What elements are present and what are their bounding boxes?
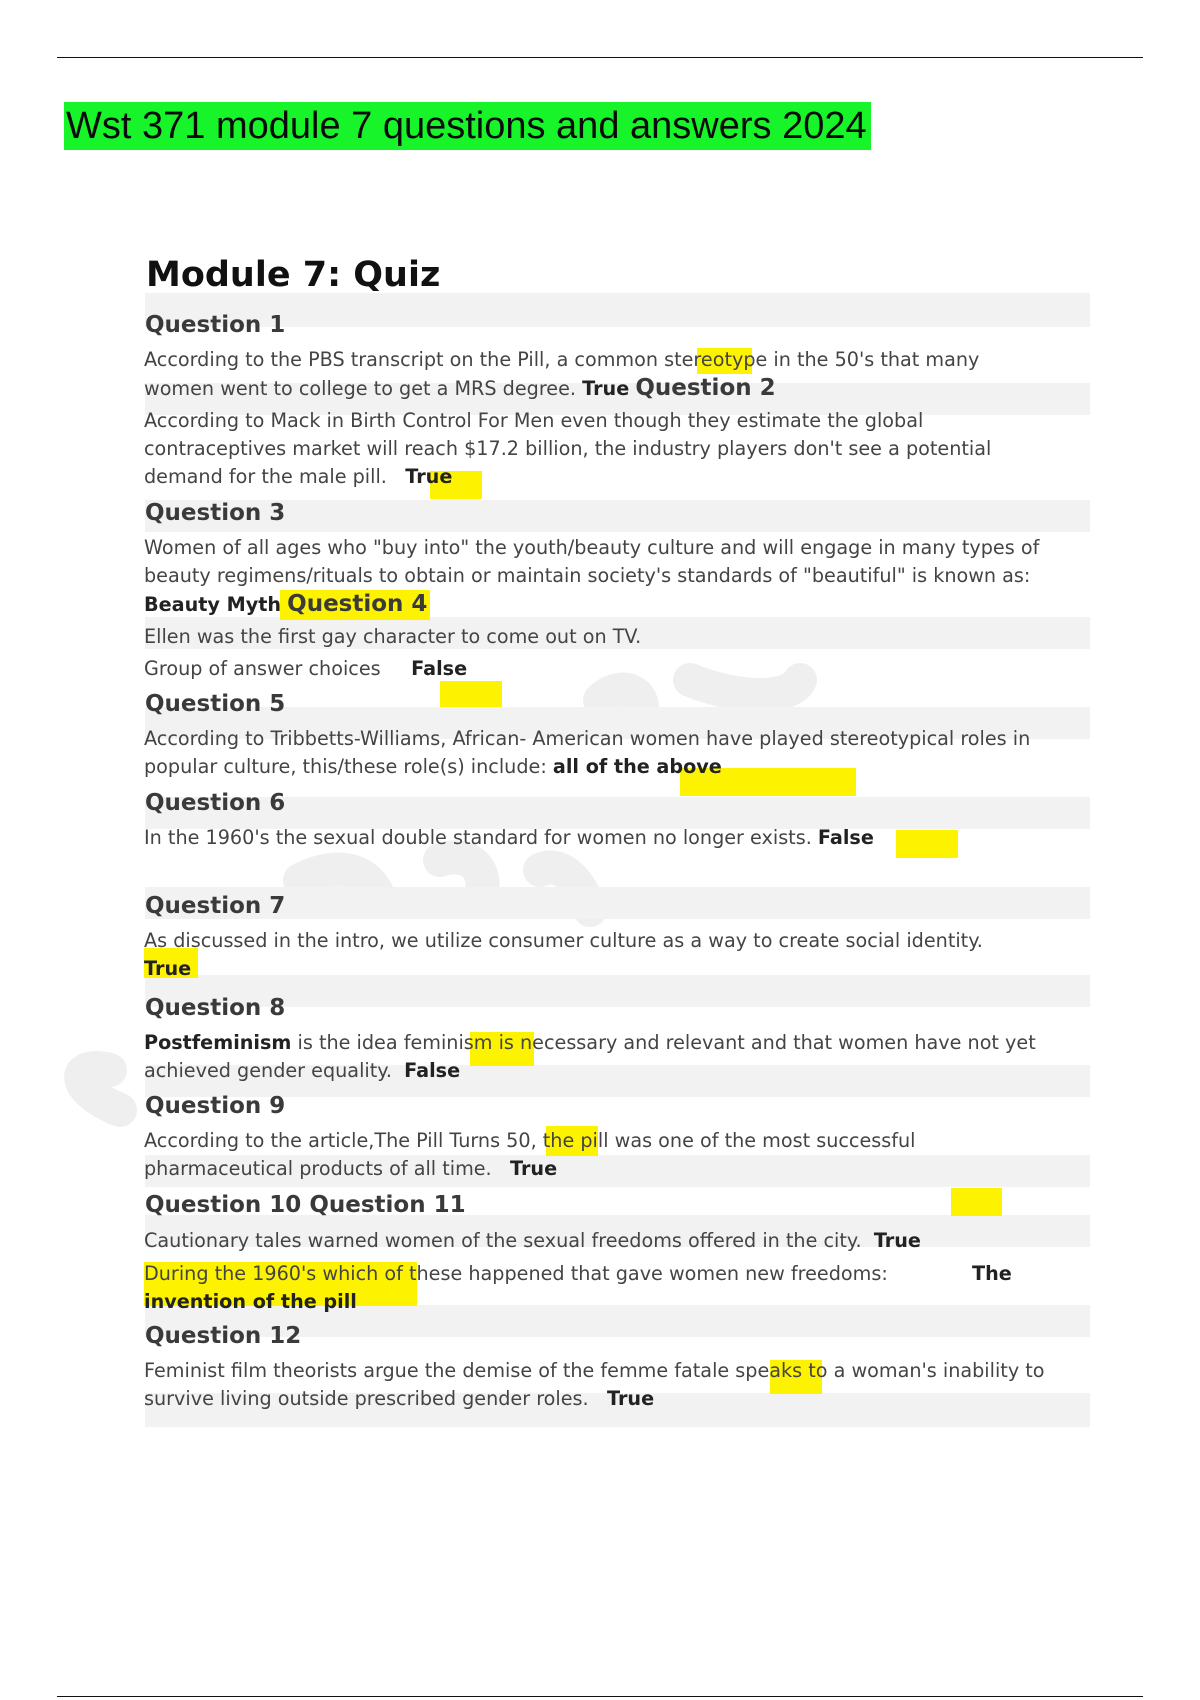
question-11-answer-part1: The xyxy=(972,1262,1012,1285)
question-8-line-text: achieved gender equality. xyxy=(144,1059,392,1082)
question-8-line-text: is the idea feminism is necessary and relevant and that women have not yet xyxy=(291,1031,1036,1054)
question-3-line: Women of all ages who "buy into" the youth/beauty culture and will engage in many types of xyxy=(144,536,1040,559)
question-2-label: Question 2 xyxy=(635,375,776,401)
highlight-mark xyxy=(440,681,502,707)
bottom-rule xyxy=(57,1696,1143,1697)
question-7-line xyxy=(144,955,1079,983)
question-9-line xyxy=(144,1155,1079,1183)
quiz-heading: Module 7: Quiz xyxy=(146,255,441,295)
document-title: Wst 371 module 7 questions and answers 2024 xyxy=(64,102,871,150)
question-2-line: contraceptives market will reach $17.2 billion, the industry players don't see a potential xyxy=(144,437,992,460)
question-8-label: Question 8 xyxy=(145,995,286,1021)
row-stripe xyxy=(145,887,1090,919)
question-7-text xyxy=(144,927,1079,983)
question-12-line xyxy=(144,1385,1079,1413)
question-3-answer: Beauty Myth xyxy=(144,593,282,616)
question-5-label: Question 5 xyxy=(145,691,286,717)
question-9-answer: True xyxy=(509,1157,558,1180)
question-6-line-text: In the 1960's the sexual double standard for women no longer exists. xyxy=(144,826,812,849)
question-8-line xyxy=(144,1057,1079,1085)
question-4-choices xyxy=(144,655,1079,683)
watermark-stroke-left xyxy=(81,1068,120,1110)
question-6-line xyxy=(144,824,1079,852)
question-10-label: Question 10 xyxy=(145,1192,302,1218)
row-stripe xyxy=(145,500,1090,532)
question-4-answer: False xyxy=(411,657,468,680)
question-4-line: Ellen was the first gay character to come out on TV. xyxy=(144,625,642,648)
question-2-line-text: demand for the male pill. xyxy=(144,465,387,488)
question-10-answer: True xyxy=(873,1229,921,1252)
question-12-line-text: survive living outside prescribed gender roles. xyxy=(144,1387,589,1410)
question-5-text xyxy=(144,725,1079,781)
question-1-label: Question 1 xyxy=(145,312,286,338)
question-11-line: During the 1960's which of these happened that gave women new freedoms: xyxy=(144,1262,888,1285)
question-1-line-text: women went to college to get a MRS degree. xyxy=(144,377,576,400)
question-11-answer-wrap xyxy=(972,1260,1012,1288)
question-1-line: According to the PBS transcript on the Pill, a common stereotype in the 50's that many xyxy=(144,348,980,371)
row-stripe xyxy=(145,293,1090,327)
question-12-line: Feminist film theorists argue the demise of the femme fatale speaks to a woman's inability to xyxy=(144,1359,1045,1382)
question-12-label: Question 12 xyxy=(145,1323,302,1349)
question-3-line xyxy=(144,590,1079,619)
question-10-line-text: Cautionary tales warned women of the sexual freedoms offered in the city. xyxy=(144,1229,862,1252)
question-9-text xyxy=(144,1127,1079,1183)
question-8-text xyxy=(144,1029,1079,1085)
question-7-answer: True xyxy=(144,957,192,980)
question-8-term: Postfeminism xyxy=(144,1031,292,1054)
question-9-label: Question 9 xyxy=(145,1093,286,1119)
question-10-11-labels xyxy=(145,1192,466,1218)
question-5-answer: all of the above xyxy=(552,755,722,778)
question-8-answer: False xyxy=(404,1059,461,1082)
question-2-line: According to Mack in Birth Control For Men even though they estimate the global xyxy=(144,409,924,432)
question-3-line: beauty regimens/rituals to obtain or maintain society's standards of "beautiful" is known as: xyxy=(144,564,1031,587)
question-7-label: Question 7 xyxy=(145,893,286,919)
question-8-line xyxy=(144,1029,1079,1057)
question-9-line-text: pharmaceutical products of all time. xyxy=(144,1157,492,1180)
question-1-answer: True xyxy=(582,377,630,400)
question-12-text xyxy=(144,1357,1079,1413)
question-4-choices-label: Group of answer choices xyxy=(144,657,381,680)
question-10-line xyxy=(144,1227,1079,1255)
highlight-mark xyxy=(951,1188,1002,1216)
question-6-label: Question 6 xyxy=(145,790,286,816)
question-11-line xyxy=(144,1288,1079,1316)
top-rule xyxy=(57,57,1143,58)
question-11-label: Question 11 xyxy=(309,1192,466,1218)
question-3-text xyxy=(144,534,1079,619)
question-4-text xyxy=(144,623,1079,683)
question-6-text xyxy=(144,824,1079,852)
question-2-answer: True xyxy=(405,465,453,488)
question-2-text xyxy=(144,407,1079,491)
question-9-line: According to the article,The Pill Turns 50, the pill was one of the most successful xyxy=(144,1129,916,1152)
question-1-line xyxy=(144,374,1079,403)
question-7-line: As discussed in the intro, we utilize consumer culture as a way to create social identity. xyxy=(144,929,983,952)
question-6-answer: False xyxy=(817,826,874,849)
question-5-line: According to Tribbetts-Williams, African- American women have played stereotypical roles in xyxy=(144,727,1031,750)
question-12-answer: True xyxy=(606,1387,655,1410)
question-1-text xyxy=(144,346,1079,403)
question-4-label: Question 4 xyxy=(287,591,428,617)
question-2-line xyxy=(144,463,1079,491)
question-11-text xyxy=(144,1260,1079,1316)
question-11-answer-part2: invention of the pill xyxy=(144,1290,357,1313)
question-5-line-text: popular culture, this/these role(s) include: xyxy=(144,755,547,778)
question-10-text xyxy=(144,1227,1079,1255)
question-3-label: Question 3 xyxy=(145,500,286,526)
question-5-line xyxy=(144,753,1079,781)
